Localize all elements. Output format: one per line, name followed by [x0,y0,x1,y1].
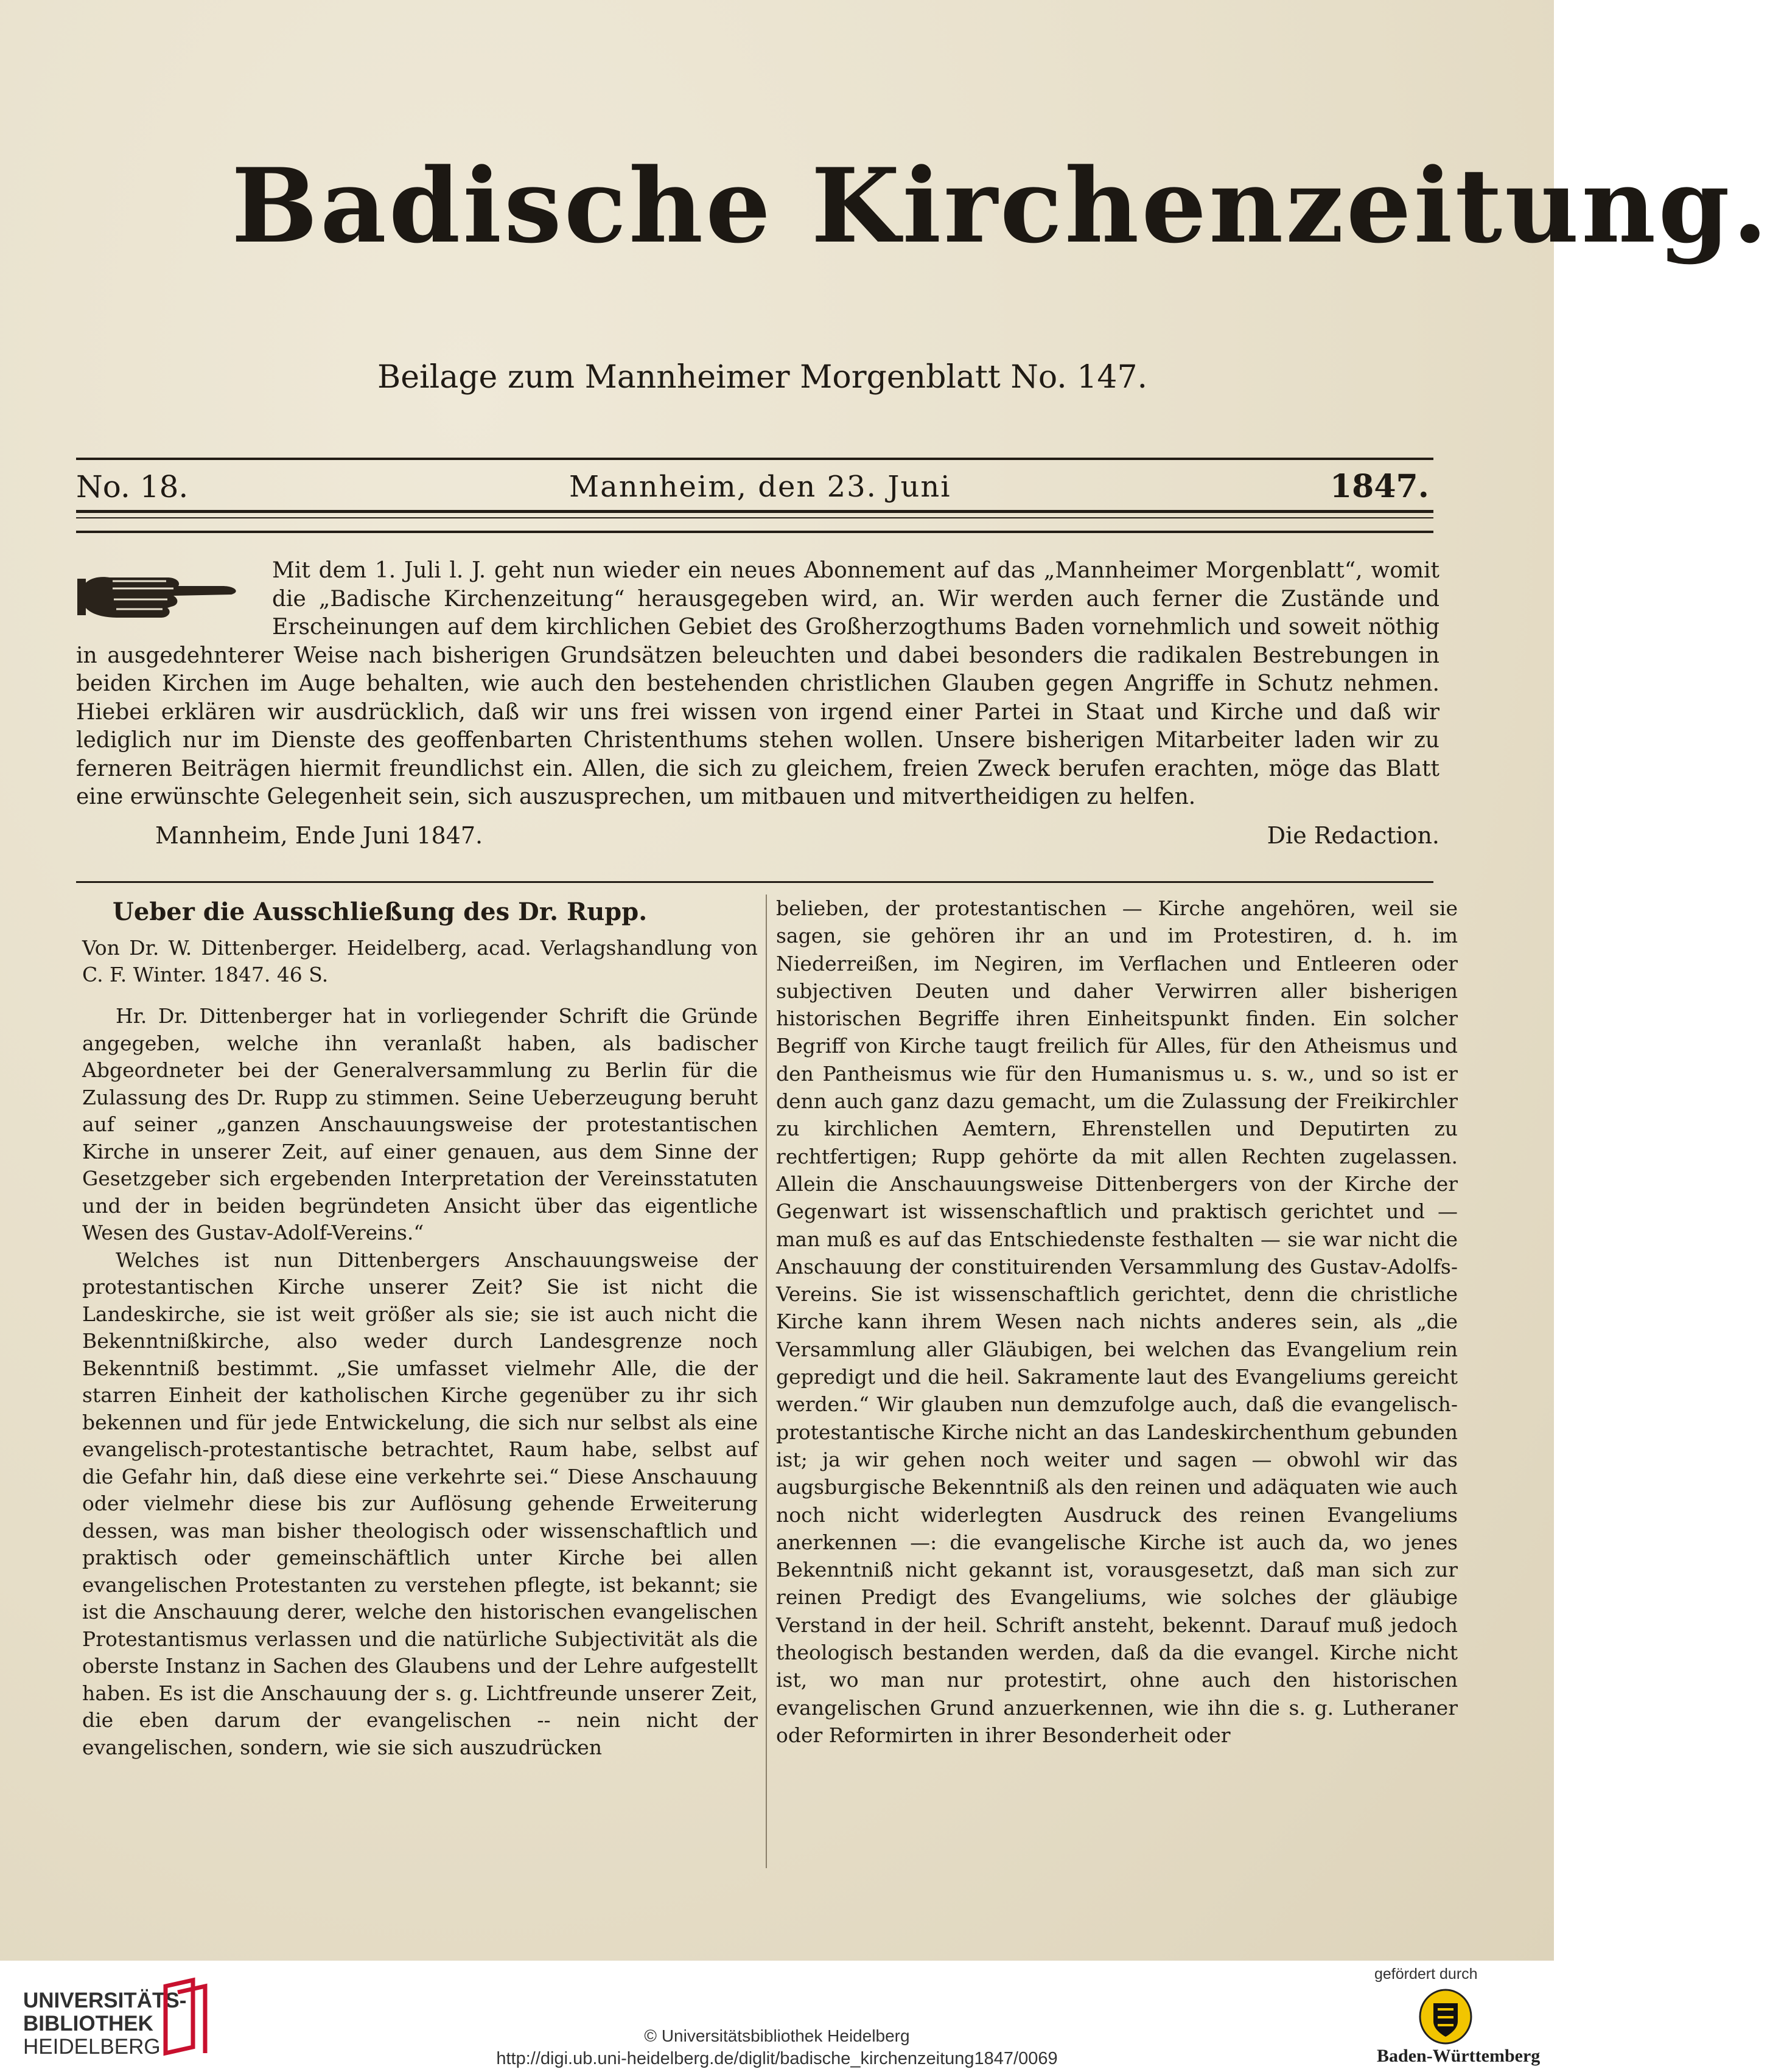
dateline-rule-1 [76,510,1433,513]
notice-rule [76,881,1433,883]
permalink[interactable]: http://digi.ub.uni-heidelberg.de/diglit/badische_kirchenzeitung1847/0069 [496,2049,1058,2068]
notice-place-date: Mannheim, Ende Juni 1847. [155,822,483,849]
coat-of-arms-icon [1418,1988,1473,2046]
dateline-rule-3 [76,531,1433,533]
article-column-left [82,895,758,1880]
library-name-line3: HEIDELBERG [23,2035,161,2059]
subscription-notice [76,557,1439,812]
place-date: Mannheim, den 23. Juni [569,470,951,504]
funder-name: Baden-Württemberg [1377,2046,1541,2066]
article-paragraph: Hr. Dr. Dittenberger hat in vorliegender Schrift die Gründe angegeben, welche ihn veranlaßt haben, als badischer Abgeordneter bei der Generalversammlung zu Berlin für die Zulassung des Dr. Rupp zu stimmen. Seine Ueberzeugung beruht auf seiner „ganzen Anschauungsweise der protestantischen Kirche in unserer Zeit, auf einer genauen, aus dem Sinne der Gesetzgeber sich ergebenden Interpretation der Vereinsstatuten und der in beiden begründeten Ansicht über das eigentliche Wesen des Gustav-Adolf-Vereins.“ [82,1004,758,1244]
supplement-line: Beilage zum Mannheimer Morgenblatt No. 147. [377,359,1148,396]
article-title: Ueber die Ausschließung des Dr. Rupp. [113,898,648,926]
library-name-line1: UNIVERSITÄTS- [23,1989,187,2012]
library-logo-icon [159,1974,217,2059]
notice-signature: Die Redaction. [1267,822,1439,849]
article-column-right [776,895,1458,1880]
copyright-notice: © Universitätsbibliothek Heidelberg [644,2026,910,2045]
funded-by-label: gefördert durch [1374,1966,1478,1983]
pointing-hand-icon [76,557,259,624]
article-paragraph: Welches ist nun Dittenbergers Anschauungsweise der protestantischen Kirche unserer Zeit? Sie ist nicht die Landeskirche, sie ist weit größer als sie; sie ist auch nicht die Bekenntnißkirche, also weder durch Landesgrenze noch Bekenntniß bestimmt. „Sie umfasset vielmehr Alle, die der starren Einheit der katholischen Kirche gegenüber zu ihr sich bekennen und für jede Entwickelung, die sich nur selbst als eine evangelisch-protestantische betrachtet, Raum habe, selbst auf die Gefahr hin, daß diese eine verkehrte sei.“ Diese Anschauung oder vielmehr diese bis zur Auflösung gehende Erweiterung dessen, was man bisher theologisch oder wissenschaftlich und praktisch oder gemeinschäftlich unter Kirche bei allen evangelischen Protestanten zu verstehen pflegte, ist bekannt; sie ist die Anschauung derer, welche den historischen evangelischen Protestantismus verlassen und die natürliche Subjectivität als die oberste Instanz in Sachen des Glaubens und der Lehre aufgestellt haben. Es ist die Anschauung der s. g. Lichtfreunde unserer Zeit, die eben darum der evangelischen -- nein nicht der evangelischen, sondern, wie sie sich auszudrücken [82,1247,758,1759]
notice-text: Mit dem 1. Juli l. J. geht nun wieder ein neues Abonnement auf das „Mannheimer Morgenblatt“, womit die „Badische Kirchenzeitung“ herausgegeben wird, an. Wir werden auch ferner die Zustände und Erscheinungen auf dem kirchlichen Gebiet des Großherzogthums Baden vornehmlich und soweit nöthig in ausgedehnterer Weise nach bisherigen Grundsätzen beleuchten und dabei besonders die radikalen Bestrebungen in beiden Kirchen im Auge behalten, wie auch den bestehenden christlichen Glauben gegen Angriffe in Schutz nehmen. Hiebei erklären wir ausdrücklich, daß wir uns frei wissen von irgend einer Partei in Staat und Kirche und daß wir lediglich nur im Dienste des geoffenbarten Christenthums stehen wollen. Unsere bisherigen Mitarbeiter laden wir zu ferneren Beiträgen hiermit freundlichst ein. Allen, die sich zu gleichem, freien Zweck berufen erachten, möge das Blatt eine erwünschte Gelegenheit sein, sich auszusprechen, um mitbauen und mitvertheidigen zu helfen. [76,558,1439,809]
issue-number: No. 18. [76,469,189,504]
newspaper-title: Badische Kirchenzeitung. [231,145,1770,266]
notice-footer [76,818,1439,853]
column-divider [766,895,767,1868]
footer [0,1961,1554,2072]
year: 1847. [1330,468,1429,505]
dateline-rule-2 [76,517,1433,518]
article-paragraph: belieben, der protestantischen — Kirche angehören, weil sie sagen, sie gehören ihr an und im Protestiren, d. h. im Niederreißen, im Negiren, im Verflachen und Entleeren oder subjectiven Deuten und daher Verwirren aller bisherigen historischen Begriffe ihren Einheitspunkt finden. Ein solcher Begriff von Kirche taugt freilich für Alles, für den Atheismus und den Pantheismus wie für den Humanismus u. s. w., und so ist er denn auch ganz dazu gemacht, um die Zulassung der Freikirchler zu kirchlichen Aemtern, Ehrenstellen und Deputirten zu rechtfertigen; Rupp gehörte da mit allen Rechten zugelassen. Allein die Anschauungsweise Dittenbergers von der Kirche der Gegenwart ist wissenschaftlich und praktisch gerichtet und — man muß es auf das Entschiedenste festhalten — sie war nicht die Anschauung der constituirenden Versammlung des Gustav-Adolfs-Vereins. Sie ist wissenschaftlich gerichtet, denn die christliche Kirche kann ihrem Wesen nach nichts anderes sein, als „die Versammlung aller Gläubigen, bei welchen das Evangelium rein gepredigt und die heil. Sakramente laut des Evangeliums gereicht werden.“ Wir glauben nun demzufolge auch, daß die evangelisch-protestantische Kirche nicht an das Landeskirchenthum gebunden ist; ja wir gehen noch weiter und sagen — obwohl wir das augsburgische Bekenntniß als den reinen und adäquaten wie auch noch nicht widerlegten Ausdruck des reinen Evangeliums anerkennen —: die evangelische Kirche ist auch da, wo jenes Bekenntniß nicht gekannt ist, vorausgesetzt, daß man sich zur reinen Predigt des Evangeliums, wie solches der gläubige Verstand in der heil. Schrift ansteht, bekennt. Darauf muß jedoch theologisch bestanden werden, daß da die evangel. Kirche nicht ist, wo man nur protestirt, ohne auch den historischen evangelischen Grund anzuerkennen, wie ihn die s. g. Lutheraner oder Reformirten in ihrer Besonderheit oder [776,896,1458,1747]
library-name-line2: BIBLIOTHEK [23,2012,153,2035]
top-rule [76,458,1433,460]
article-byline: Von Dr. W. Dittenberger. Heidelberg, acad. Verlagshandlung von C. F. Winter. 1847. 46 S. [82,936,758,986]
